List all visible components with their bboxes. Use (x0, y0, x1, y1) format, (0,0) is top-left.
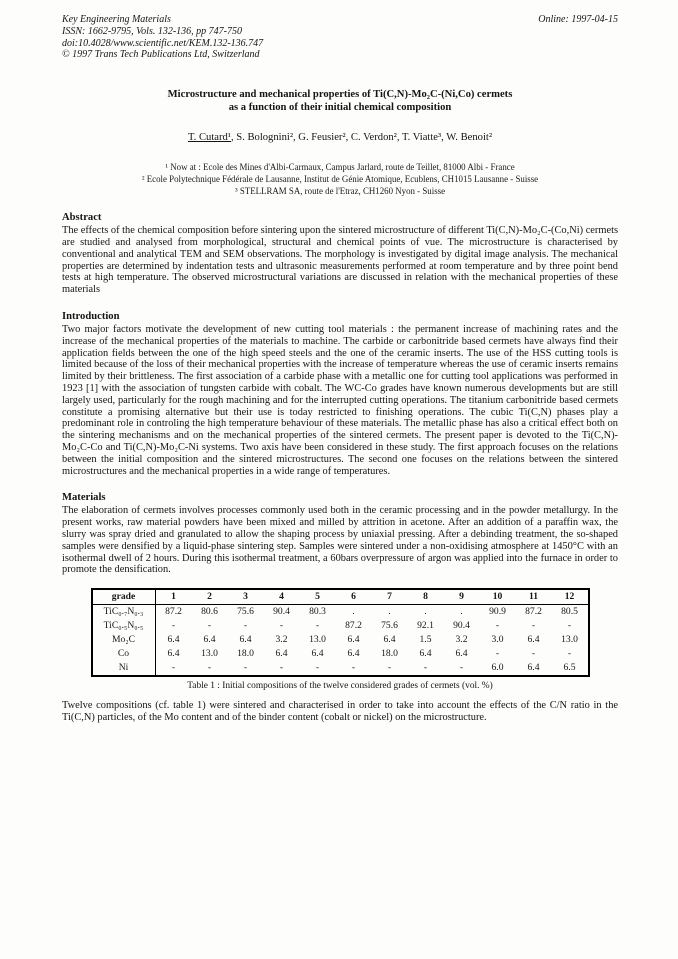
table-row (92, 633, 589, 647)
table-cell: 6.4 (203, 634, 216, 646)
materials-text: The elaboration of cermets involves processes commonly used both in the ceramic processing and in the powder metallurgy. In the present works, raw material powders have been mixed and milled by attrition in acetone. After an addition of a paraffin wax, the slurry was spray dried and granulated to allow the shaping process by uniaxial pressing. After a debinding treatment, the so-shaped samples were densified by a liquid-phase sintering step. Samples were sintered under a non-oxidising atmosphere at 1450°C with an isothermal dwell of 2 hours. During this isothermal treatment, a 60bars overpressure of argon was applied into the furnace in order to promote the densification. (62, 505, 618, 576)
table-header-col-9: 9 (444, 589, 480, 605)
abstract-heading: Abstract (62, 212, 102, 224)
table-header-col-4: 4 (264, 589, 300, 605)
table-cell: 6.4 (527, 634, 540, 646)
table-cell: 6.4 (311, 648, 324, 660)
table-cell: 75.6 (381, 620, 398, 632)
table-cell: - (315, 662, 320, 674)
table-cell: . (388, 606, 391, 618)
table-cell: 3.2 (275, 634, 288, 646)
affiliation-2: ² Ecole Polytechnique Fédérale de Lausanne, Institut de Génie Atomique, Ecublens, CH1015 Lausanne - Suisse (141, 174, 539, 185)
table-row-label: TiC₀.₇N₀.₃ (92, 605, 156, 620)
table-header-row (92, 589, 589, 605)
online-date: Online: 1997-04-15 (538, 14, 618, 25)
abstract-text: The effects of the chemical composition before sintering upon the sintered microstructure of different Ti(C,N)-Mo₂C-(Co,Ni) cermets are studied and analysed from morphological, structural and chemical points of vue. The microstructure is characterised by conventional and analytical TEM and SEM observations. The morphology is investigated by digital image analysis. The mechanical properties are determined by indentation tests and ultrasonic measurements performed at room temperature and by three point bend tests at high temperature. The observed microstructural variations are discussed in relation with the mechanical properties of these materials (62, 225, 618, 296)
table-cell: 87.2 (165, 606, 182, 618)
table-cell: 3.0 (491, 634, 504, 646)
table-cell: - (567, 620, 572, 632)
table-cell: 87.2 (525, 606, 542, 618)
table-cell: - (243, 620, 248, 632)
table-header-col-2: 2 (192, 589, 228, 605)
table-cell: 18.0 (237, 648, 254, 660)
title-line-2: as a function of their initial chemical composition (228, 101, 452, 113)
table-cell: 1.5 (419, 634, 432, 646)
composition-table (91, 588, 590, 677)
table-cell: 80.6 (201, 606, 218, 618)
table-row (92, 661, 589, 676)
author-first: T. Cutard¹ (187, 132, 231, 144)
table-cell: - (387, 662, 392, 674)
table-cell: - (243, 662, 248, 674)
table-header-col-11: 11 (516, 589, 552, 605)
table-cell: - (351, 662, 356, 674)
table-header-col-5: 5 (300, 589, 336, 605)
authors-line (62, 132, 618, 143)
table-header-col-1: 1 (155, 589, 192, 605)
table-cell: - (567, 648, 572, 660)
table-cell: 80.3 (309, 606, 326, 618)
table-cell: 75.6 (237, 606, 254, 618)
table-cell: 6.4 (167, 634, 180, 646)
table-cell: - (495, 620, 500, 632)
table-cell: 6.4 (383, 634, 396, 646)
table-row-label: TiC₀.₅N₀.₅ (92, 619, 156, 633)
table-cell: - (279, 662, 284, 674)
table-header-col-8: 8 (408, 589, 444, 605)
table-header-grade: grade (92, 589, 156, 605)
table-cell: 6.5 (563, 662, 576, 674)
table-cell: - (279, 620, 284, 632)
table-cell: 3.2 (455, 634, 468, 646)
table-header-col-3: 3 (228, 589, 264, 605)
table-row-label: Mo₂C (92, 633, 156, 647)
introduction-text: Two major factors motivate the development of new cutting tool materials : the permanent increase of machining rates and the increase of the mechanical properties of the materials to machine. The carbide or carbonitride based cermets have always find their application fields between the one of the high speed steels and the one of the ceramic inserts. The use of the HSS cutting tools is limited because of the loss of their mechanical properties with the increase of temperature whereas the use of ceramic inserts remains limited by their brittleness. The first association of a carbide phase with a metallic one for cutting tool applications was performed in 1923 [1] with the association of tungsten carbide with cobalt. The WC-Co grades have known numerous developments but are still largely used, particularly for the rough machining and for the interrupted cutting operations. The titanium carbonitride based cermets constitute a promising alternative but their use is today restricted to finishing operations. The cubic Ti(C,N) phases play a predominant role in controling the high temperature behaviour of these materials. The metallic phase has also a critical effect both on the sintering mechanisms and on the mechanical properties of the sintered cermets. The present paper is devoted to the Ti(C,N)-Mo₂C-Co and Ti(C,N)-Mo₂C-Ni systems. Two axis have been considered in these study. The first approach focuses on the relations between the initial composition and the sintered microstructures. The second one focuses on the relations between the sintered microstructures and the mechanical properties in a wide range of temperatures. (62, 323, 618, 477)
table-header-col-12: 12 (552, 589, 589, 605)
table-cell: 6.4 (419, 648, 432, 660)
table-cell: - (459, 662, 464, 674)
table-cell: 6.0 (491, 662, 504, 674)
affiliations (62, 161, 618, 197)
paper-title (62, 89, 618, 114)
affiliation-1: ¹ Now at : Ecole des Mines d'Albi-Carmaux, Campus Jarlard, route de Teillet, 81000 Albi - France (165, 162, 515, 173)
table-cell: - (423, 662, 428, 674)
masthead (62, 14, 618, 61)
table-cell: 13.0 (561, 634, 578, 646)
table-cell: 92.1 (417, 620, 434, 632)
table-cell: . (424, 606, 427, 618)
table-cell: 80.5 (561, 606, 578, 618)
table-row-label: Co (92, 647, 156, 661)
table-caption: Table 1 : Initial compositions of the twelve considered grades of cermets (vol. %) (187, 681, 493, 692)
journal-title: Key Engineering Materials (62, 14, 171, 25)
authors-rest: , S. Bolognini², G. Feusier², C. Verdon², T. Viatte³, W. Benoit² (230, 132, 493, 144)
table-cell: 6.4 (347, 648, 360, 660)
table-cell: - (171, 620, 176, 632)
table-cell: - (207, 620, 212, 632)
table-row (92, 619, 589, 633)
table-cell: 6.4 (239, 634, 252, 646)
affiliation-3: ³ STELLRAM SA, route de l'Etraz, CH1260 Nyon - Suisse (234, 186, 446, 197)
table-cell: 6.4 (167, 648, 180, 660)
table-cell: 13.0 (201, 648, 218, 660)
table-cell: - (315, 620, 320, 632)
table-row (92, 605, 589, 620)
table-cell: 6.4 (455, 648, 468, 660)
table-header-col-10: 10 (480, 589, 516, 605)
table-cell: 13.0 (309, 634, 326, 646)
journal-info (62, 14, 263, 61)
materials-heading: Materials (62, 492, 106, 504)
table-header-col-7: 7 (372, 589, 408, 605)
table-cell: 6.4 (527, 662, 540, 674)
table-header-col-6: 6 (336, 589, 372, 605)
table-cell: 6.4 (347, 634, 360, 646)
table-cell: 87.2 (345, 620, 362, 632)
table-cell: 90.4 (273, 606, 290, 618)
table-cell: 18.0 (381, 648, 398, 660)
table-cell: - (171, 662, 176, 674)
table-cell: - (531, 648, 536, 660)
title-line-1: Microstructure and mechanical properties of Ti(C,N)-Mo₂C-(Ni,Co) cermets (167, 89, 513, 101)
issn-line: ISSN: 1662-9795, Vols. 132-136, pp 747-750 (62, 25, 242, 37)
closing-text: Twelve compositions (cf. table 1) were sintered and characterised in order to take into account the effects of the C/N ratio in the Ti(C,N) particles, of the Mo content and of the binder content (cobalt or nickel) on the microstructure. (62, 700, 618, 723)
table-cell: 90.9 (489, 606, 506, 618)
table-cell: 6.4 (275, 648, 288, 660)
table-row (92, 647, 589, 661)
introduction-heading: Introduction (62, 310, 120, 322)
table-cell: 90.4 (453, 620, 470, 632)
table-cell: . (460, 606, 463, 618)
table-cell: - (495, 648, 500, 660)
doi-line: doi:10.4028/www.scientific.net/KEM.132-136.747 (62, 37, 264, 49)
table-cell: . (352, 606, 355, 618)
table-cell: - (207, 662, 212, 674)
table-row-label: Ni (92, 661, 156, 676)
copyright-line: © 1997 Trans Tech Publications Ltd, Switzerland (62, 49, 260, 61)
table-cell: - (531, 620, 536, 632)
